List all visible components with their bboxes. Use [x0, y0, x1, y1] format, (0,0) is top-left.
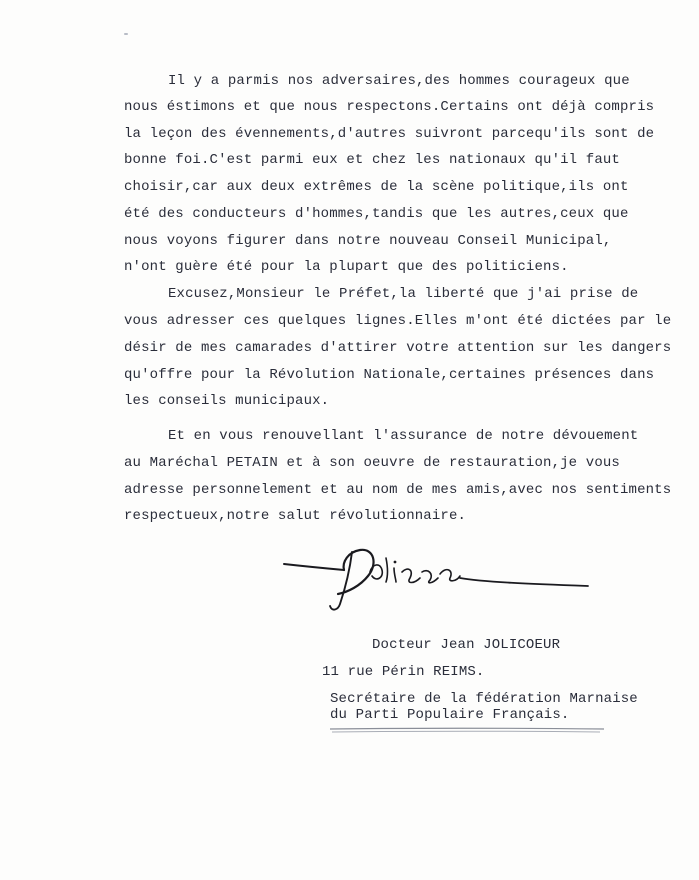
paragraph2-line-4: qu'offre pour la Révolution Nationale,certaines présences dans — [124, 367, 655, 383]
paragraph3-line-4: respectueux,notre salut révolutionnaire. — [124, 508, 467, 524]
signatory-address: 11 rue Périn REIMS. — [322, 664, 485, 680]
paragraph2-line-2: vous adresser ces quelques lignes.Elles m'ont été dictées par le — [124, 313, 672, 329]
paragraph3-line-2: au Maréchal PETAIN et à son oeuvre de restauration,je vous — [124, 455, 620, 471]
signatory-title-line-2: du Parti Populaire Français. — [330, 707, 570, 723]
signatory-title-line-1: Secrétaire de la fédération Marnaise — [330, 691, 638, 707]
paragraph1-line-1: Il y a parmis nos adversaires,des hommes courageux que — [168, 73, 630, 89]
paper-mark — [124, 33, 128, 35]
paragraph2-line-3: désir de mes camarades d'attirer votre attention sur les dangers — [124, 340, 672, 356]
paragraph2-line-1: Excusez,Monsieur le Préfet,la liberté que j'ai prise de — [168, 286, 639, 302]
signatory-name: Docteur Jean JOLICOEUR — [372, 637, 561, 653]
paragraph3-line-1: Et en vous renouvellant l'assurance de notre dévouement — [168, 428, 639, 444]
handwritten-signature — [282, 542, 592, 622]
paragraph3-line-3: adresse personnelement et au nom de mes amis,avec nos sentiments — [124, 482, 672, 498]
paragraph1-line-2: nous éstimons et que nous respectons.Certains ont déjà compris — [124, 99, 655, 115]
paragraph1-line-3: la leçon des évennements,d'autres suivront parcequ'ils sont de — [124, 126, 655, 142]
paragraph1-line-5: choisir,car aux deux extrêmes de la scène politique,ils ont — [124, 179, 629, 195]
paragraph2-line-5: les conseils municipaux. — [124, 393, 330, 409]
paragraph1-line-8: n'ont guère été pour la plupart que des politiciens. — [124, 259, 569, 275]
paragraph1-line-4: bonne foi.C'est parmi eux et chez les nationaux qu'il faut — [124, 152, 620, 168]
paragraph1-line-7: nous voyons figurer dans notre nouveau Conseil Municipal, — [124, 233, 612, 249]
decorative-underline — [328, 726, 606, 734]
paragraph1-line-6: été des conducteurs d'hommes,tandis que les autres,ceux que — [124, 206, 629, 222]
